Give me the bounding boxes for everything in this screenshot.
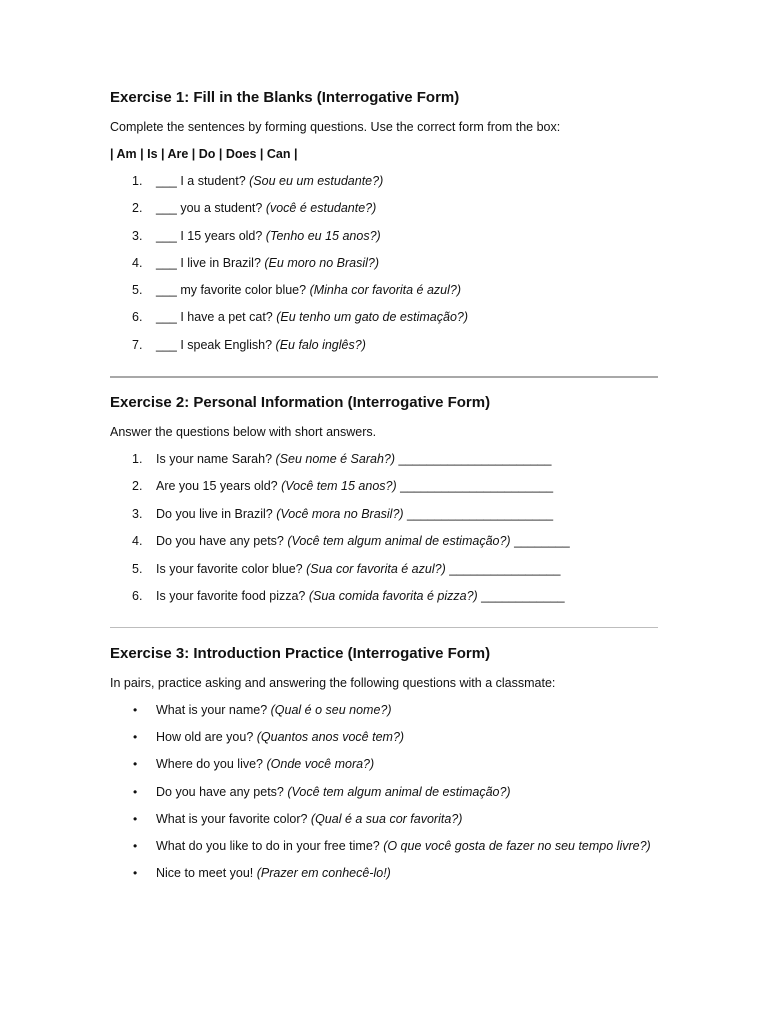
bullet-icon: •: [133, 757, 138, 772]
bullet-icon: •: [133, 730, 138, 745]
item-translation: (Quantos anos você tem?): [256, 730, 405, 745]
exercise-2-title: Exercise 2: Personal Information (Interrogative Form): [110, 394, 491, 411]
exercise-3-section: [110, 644, 658, 881]
list-item: [110, 478, 658, 494]
list-item: [110, 451, 658, 467]
bullet-icon: •: [133, 838, 138, 853]
item-question: ___ my favorite color blue?: [156, 283, 310, 298]
item-question: Where do you live?: [156, 757, 267, 772]
item-translation: (Você tem 15 anos?): [281, 479, 397, 494]
item-translation: (você é estudante?): [265, 201, 377, 216]
exercise-3-list: [110, 702, 658, 881]
item-question: ___ I 15 years old?: [156, 228, 266, 243]
list-item: [110, 506, 658, 522]
list-item: [110, 200, 658, 216]
item-question: ___ I live in Brazil?: [156, 255, 265, 270]
answer-blank[interactable]: ________: [510, 534, 570, 549]
exercise-3-instructions: In pairs, practice asking and answering the following questions with a classmate:: [110, 676, 556, 690]
exercise-1-instructions: Complete the sentences by forming questions. Use the correct form from the box:: [110, 120, 561, 134]
answer-blank[interactable]: ______________________: [395, 452, 552, 466]
exercise-2-section: [110, 393, 658, 604]
list-item: [110, 533, 658, 549]
item-translation: (Você mora no Brasil?): [276, 506, 404, 521]
list-item: [110, 282, 658, 298]
exercise-1-list: [110, 173, 658, 353]
item-number: 2.: [132, 201, 143, 216]
item-question: Is your favorite food pizza?: [156, 588, 309, 603]
list-item: [110, 729, 658, 745]
item-translation: (Você tem algum animal de estimação?): [287, 534, 511, 549]
item-translation: (Seu nome é Sarah?): [275, 452, 396, 466]
item-translation: (O que você gosta de fazer no seu tempo livre?): [383, 838, 651, 853]
item-number: 3.: [132, 506, 143, 521]
exercise-2-instructions: Answer the questions below with short answers.: [110, 425, 377, 439]
item-question: What is your favorite color?: [156, 811, 311, 826]
bullet-icon: •: [133, 784, 138, 799]
list-item: [110, 702, 658, 718]
item-question: ___ I a student?: [156, 174, 250, 188]
item-number: 4.: [132, 255, 143, 270]
list-item: [110, 228, 658, 244]
item-translation: (Onde você mora?): [266, 757, 375, 772]
section-divider: [110, 627, 658, 628]
word-box: | Am | Is | Are | Do | Does | Can |: [110, 147, 298, 161]
list-item: [110, 756, 658, 772]
item-number: 4.: [132, 534, 143, 549]
item-number: 1.: [132, 452, 143, 466]
item-question: Are you 15 years old?: [156, 479, 282, 494]
item-question: Is your name Sarah?: [156, 452, 276, 466]
item-question: What do you like to do in your free time?: [156, 838, 384, 853]
exercise-3-title: Exercise 3: Introduction Practice (Interrogative Form): [110, 645, 491, 662]
item-number: 1.: [132, 174, 143, 188]
item-translation: (Qual é a sua cor favorita?): [310, 811, 463, 826]
answer-blank[interactable]: ______________________: [396, 479, 554, 494]
item-question: Do you have any pets?: [156, 784, 288, 799]
item-question: ___ you a student?: [156, 201, 266, 216]
item-number: 2.: [132, 479, 143, 494]
item-number: 5.: [132, 561, 143, 576]
item-number: 7.: [132, 337, 143, 352]
list-item: [110, 255, 658, 271]
list-item: [110, 865, 658, 881]
exercise-1-title: Exercise 1: Fill in the Blanks (Interrogative Form): [110, 89, 460, 106]
list-item: [110, 588, 658, 604]
item-question: ___ I have a pet cat?: [156, 310, 277, 325]
item-translation: (Tenho eu 15 anos?): [265, 228, 381, 243]
item-translation: (Prazer em conhecê-lo!): [256, 866, 391, 881]
item-number: 6.: [132, 588, 143, 603]
bullet-icon: •: [133, 811, 138, 826]
list-item: [110, 173, 658, 189]
item-translation: (Eu moro no Brasil?): [264, 255, 380, 270]
item-translation: (Sua cor favorita é azul?): [306, 561, 446, 576]
list-item: [110, 309, 658, 325]
list-item: [110, 561, 658, 577]
item-translation: (Você tem algum animal de estimação?): [287, 784, 511, 799]
item-question: ___ I speak English?: [156, 337, 276, 352]
item-question: Do you live in Brazil?: [156, 506, 277, 521]
exercise-2-list: [110, 451, 658, 604]
item-question: Do you have any pets?: [156, 534, 288, 549]
item-number: 5.: [132, 283, 143, 298]
item-question: Nice to meet you!: [156, 866, 257, 881]
list-item: [110, 811, 658, 827]
item-number: 3.: [132, 228, 143, 243]
bullet-icon: •: [133, 703, 138, 717]
exercise-1-section: [110, 88, 658, 353]
answer-blank[interactable]: ____________: [477, 588, 565, 603]
list-item: [110, 784, 658, 800]
item-translation: (Sua comida favorita é pizza?): [308, 588, 478, 603]
item-number: 6.: [132, 310, 143, 325]
item-translation: (Eu falo inglês?): [275, 337, 366, 352]
bullet-icon: •: [133, 866, 138, 881]
item-question: How old are you?: [156, 730, 257, 745]
item-translation: (Sou eu um estudante?): [249, 174, 384, 188]
item-translation: (Qual é o seu nome?): [270, 703, 392, 717]
item-translation: (Minha cor favorita é azul?): [309, 283, 462, 298]
item-question: What is your name?: [156, 703, 271, 717]
list-item: [110, 838, 658, 854]
answer-blank[interactable]: ________________: [445, 561, 561, 576]
section-divider: [110, 376, 658, 378]
item-question: Is your favorite color blue?: [156, 561, 307, 576]
answer-blank[interactable]: _____________________: [403, 506, 554, 521]
list-item: [110, 337, 658, 353]
item-translation: (Eu tenho um gato de estimação?): [276, 310, 469, 325]
